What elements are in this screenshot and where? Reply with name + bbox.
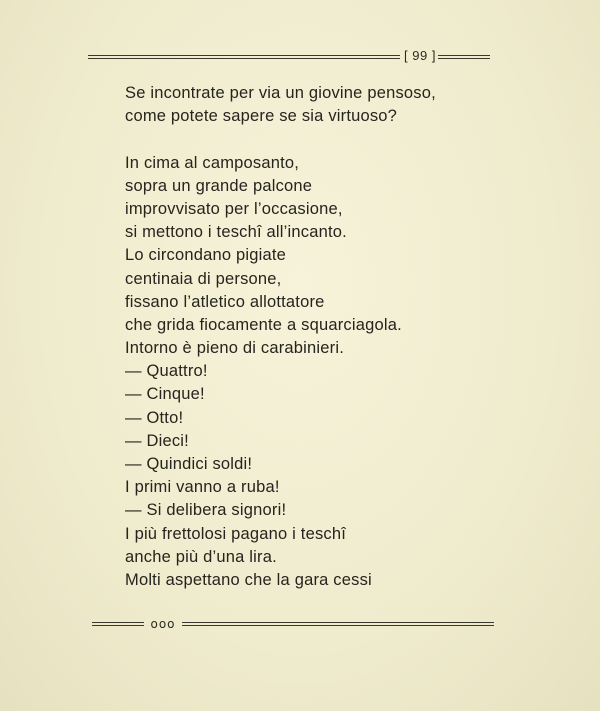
text-line: — Cinque! — [125, 385, 205, 404]
text-line: si mettono i teschî all’incanto. — [125, 223, 347, 242]
text-line: — Dieci! — [125, 431, 189, 450]
text-line: fissano l’atletico allottatore — [125, 292, 325, 311]
text-line: — Quindici soldi! — [125, 455, 253, 473]
page-number: [ 99 ] — [404, 48, 436, 63]
text-line: come potete sapere se sia virtuoso? — [125, 107, 398, 126]
text-line: In cima al camposanto, — [125, 153, 300, 172]
footer-ornament: ooo — [150, 617, 176, 631]
text-line: Intorno è pieno di carabinieri. — [125, 339, 344, 358]
text-line: sopra un grande palcone — [125, 176, 313, 195]
text-line: — Si delibera signori! — [125, 501, 287, 520]
header-rule-right — [438, 55, 490, 60]
text-line: centinaia di persone, — [125, 269, 282, 288]
stanza-break — [125, 128, 485, 151]
text-line: — Quattro! — [125, 362, 208, 381]
header-rule-left — [88, 55, 400, 60]
text-line: Se incontrate per via un giovine pensoso, — [125, 84, 436, 102]
text-line: improvvisato per l’occasione, — [125, 199, 343, 218]
footer-rule-right — [182, 622, 494, 627]
text-line: — Otto! — [125, 408, 184, 427]
text-line: Molti aspettano che la gara cessi — [125, 570, 372, 589]
text-line: I più frettolosi pagano i teschî — [125, 524, 347, 543]
poem-text — [125, 82, 485, 592]
text-line: che grida fiocamente a squarciagola. — [125, 315, 402, 334]
text-line: Lo circondano pigiate — [125, 246, 287, 265]
text-line: anche più d’una lira. — [125, 547, 277, 566]
footer-rule-left — [92, 622, 144, 627]
text-line: I primi vanno a ruba! — [125, 478, 280, 497]
